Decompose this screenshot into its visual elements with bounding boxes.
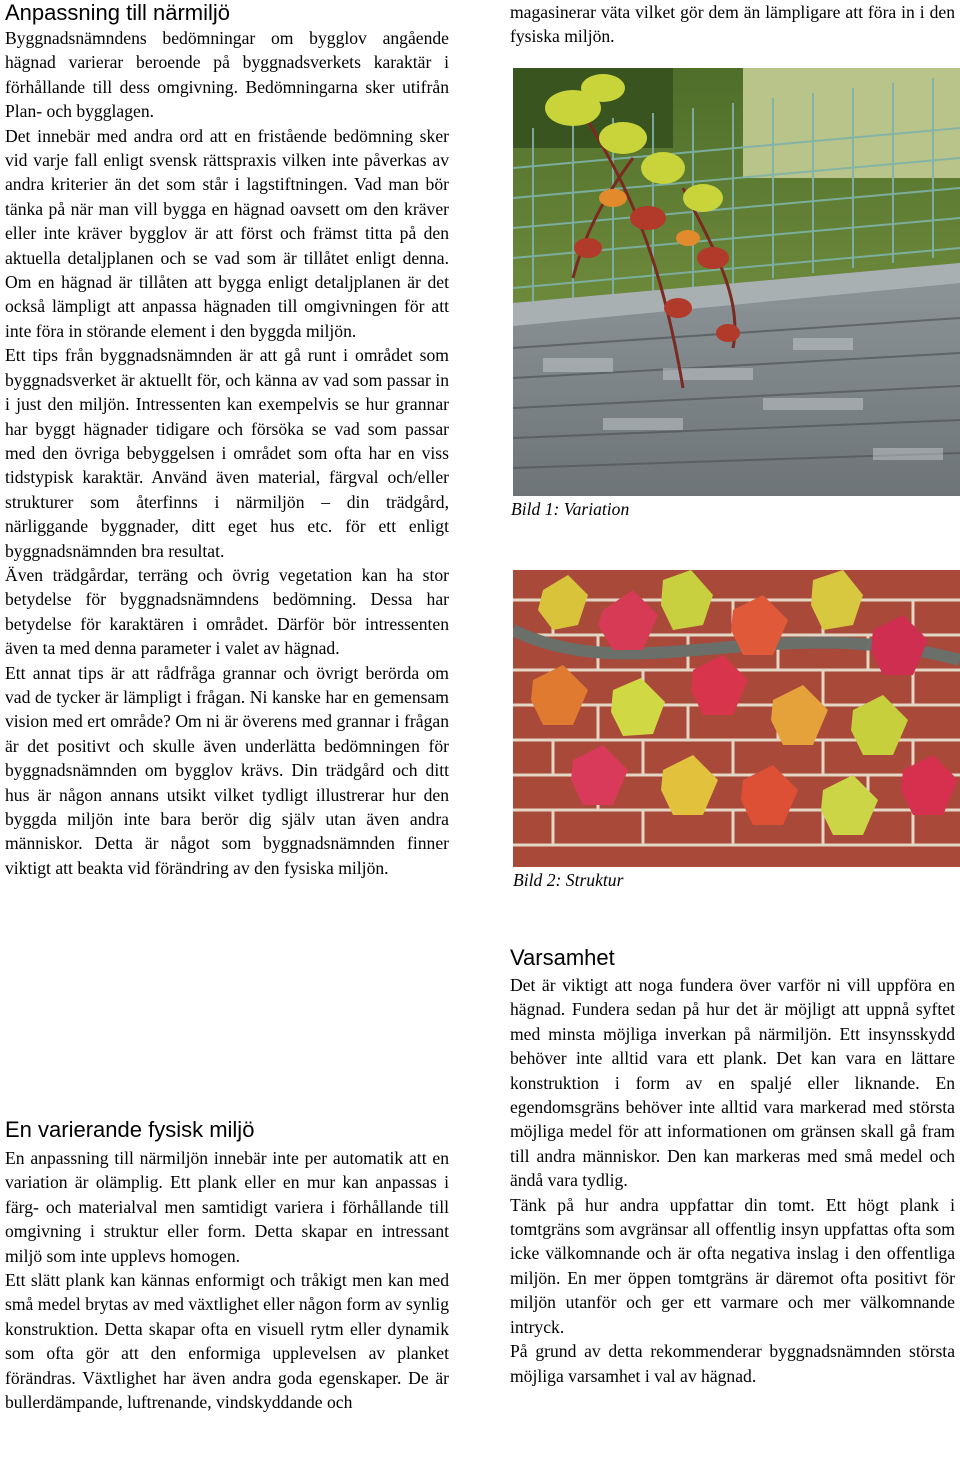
paragraph: Ett slätt plank kan kännas enformigt och tråkigt men kan med små medel brytas av med växtlighet eller någon form av synlig konstruktion. Detta skapar ofta en visuell rytm eller dynamik som ofta gör att den enformiga upplevelsen av planket förändras. Växtlighet har även andra goda egenskaper. De är bullerdämpande, luftrenande, vindskyddande och	[5, 1270, 449, 1413]
photo-leaves-brick-wall	[513, 570, 960, 867]
paragraph: Byggnadsnämndens bedömningar om bygglov angående hägnad varierar beroende på byggnadsverkets karaktär i förhållande till dess omgivning. Bedömningarna sker utifrån Plan- och bygglagen.	[5, 28, 449, 122]
paragraph: Det är viktigt att noga fundera över varför ni vill uppföra en hägnad. Fundera sedan på hur det är möjligt att uppnå syftet med minsta möjliga inverkan på närmiljön. Ett insynsskydd behöver inte alltid vara ett plank. Det kan vara en lättare konstruktion i form av en spaljé eller liknande. En egendomsgräns behöver inte alltid vara markerad med största möjliga medel för att informationen om gränsen skall gå fram till andra människor. Den kan markeras med små medel och ändå vara tydlig.	[510, 975, 955, 1191]
right-column	[510, 0, 955, 49]
section-heading-varierande: En varierande fysisk miljö	[5, 1117, 255, 1142]
section-body-varierande	[5, 1146, 449, 1414]
section-body-varsamhet	[510, 973, 955, 1388]
paragraph: Ett annat tips är att rådfråga grannar och övrigt berörda om vad de tycker är lämpligt i frågan. Ni kanske har en gemensam vision med ert område? Om ni är överens med grannar i frågan är det positivt och skulle även underlätta bedömningen för byggnadsnämnden om bygglov krävs. Din trädgård och ditt hus är någon annans utsikt vilket tydligt illustrerar hur den byggda miljön inte bara berör dig själv utan även andra människor. Detta är något som byggnadsnämnden finner viktigt att beakta vid förändring av den fysiska miljön.	[5, 662, 449, 878]
paragraph-continuation: magasinerar väta vilket gör dem än lämpligare att föra in i den fysiska miljön.	[510, 2, 955, 47]
paragraph: Det innebär med andra ord att en fristående bedömning sker vid varje fall enligt svensk rättspraxis vilken inte påverkas av andra kriterier än det som står i lagstiftningen. Vad man bör tänka på när man vill bygga en hägnad oavsett om den kräver eller inte kräver bygglov är att först och främst titta på den aktuella detaljplanen och se vad som är tillåtet enligt denna. Om en hägnad är tillåten att bygga enligt detaljplanen är det också lämpligt att anpassa hägnaden till omgivningen för att inte föra in störande element i den byggda miljön.	[5, 125, 449, 341]
paragraph: Ett tips från byggnadsnämnden är att gå runt i området som byggnadsverket är aktuellt för, och känna av vad som passar in i just den miljön. Intressenten kan exempelvis se hur grannar har byggt hägnader tidigare och försöka se vad som passar med den övriga bebyggelsen i området som ofta har en viss tidstypisk karaktär. Använd även material, färgval och/eller strukturer som återfinns i närmiljön – din trädgård, närliggande byggnader, ditt eget hus etc. för ett enligt byggnadsnämnden bra resultat.	[5, 345, 449, 561]
paragraph: En anpassning till närmiljön innebär inte per automatik att en variation är olämplig. Ett plank eller en mur kan anpassas i färg- och materialval men samtidigt variera i förhållande till omgivning i struktur eller form. Detta skapar en intressant miljö som inte upplevs homogen.	[5, 1148, 449, 1266]
paragraph: Tänk på hur andra uppfattar din tomt. Ett högt plank i tomtgräns som avgränsar all offentlig insyn uppfattas ofta som icke välkomnande och är ofta negativa inslag i den offentliga miljön. En mer öppen tomtgräns är däremot ofta positivt för miljön utanför och ger ett varmare och mer välkomnande intryck.	[510, 1194, 955, 1337]
paragraph: På grund av detta rekommenderar byggnadsnämnden största möjliga varsamhet i val av hägnad.	[510, 1341, 955, 1386]
photo-vine-stone-wall	[513, 68, 960, 496]
section-heading-varsamhet: Varsamhet	[510, 945, 615, 970]
left-column	[5, 0, 449, 1413]
paragraph: Även trädgårdar, terräng och övrig vegetation kan ha stor betydelse för byggnadsnämndens bedömning. Dessa har betydelse för karaktären i området. Därför bör intressenten även ta med denna parameter i valet av hägnad.	[5, 564, 449, 659]
figure-caption: Bild 1: Variation	[511, 499, 630, 519]
figure-caption: Bild 2: Struktur	[513, 870, 624, 890]
section-heading-anpassning: Anpassning till närmiljö	[5, 0, 230, 25]
